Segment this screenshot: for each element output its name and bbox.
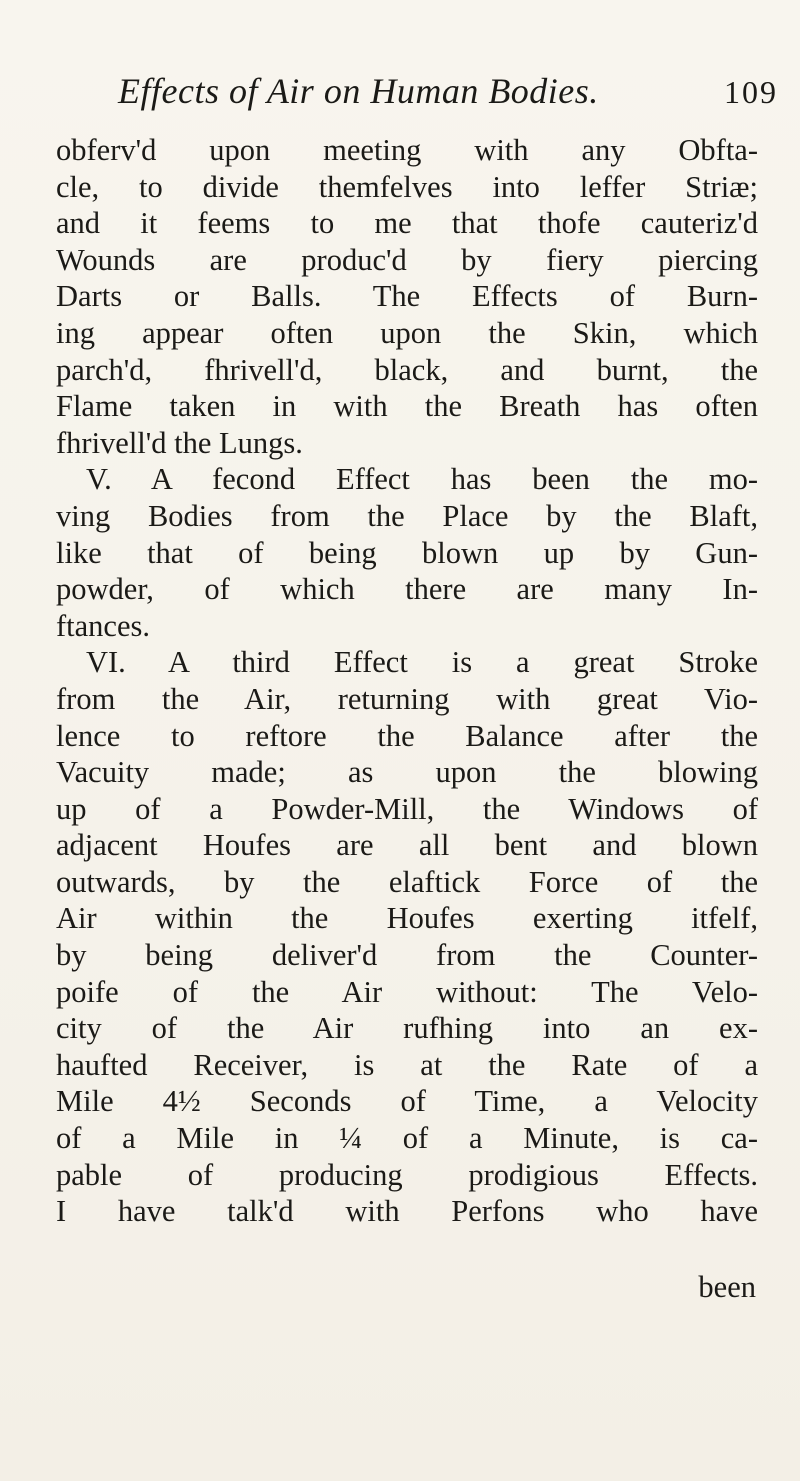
- text-line: lence to reftore the Balance after the: [56, 718, 758, 753]
- text-line: adjacent Houfes are all bent and blown: [56, 828, 758, 863]
- text-line: obferv'd upon meeting with any Obfta-: [56, 133, 758, 167]
- text-line: ving Bodies from the Place by the Blaft,: [56, 498, 758, 533]
- text-line: Wounds are produc'd by fiery piercing: [56, 242, 758, 277]
- text-line: Air within the Houfes exerting itfelf,: [56, 901, 758, 936]
- text-line: by being deliver'd from the Counter-: [56, 938, 758, 973]
- text-line: of a Mile in ¼ of a Minute, is ca-: [56, 1121, 758, 1156]
- text-line: up of a Powder-Mill, the Windows of: [56, 791, 758, 826]
- text-line: powder, of which there are many In-: [56, 572, 758, 607]
- text-line: from the Air, returning with great Vio-: [56, 681, 758, 716]
- page-header: [118, 70, 778, 130]
- text-line: Darts or Balls. The Effects of Burn-: [56, 279, 758, 314]
- text-line: I have talk'd with Perfons who have: [56, 1194, 758, 1229]
- page-number: 109: [724, 74, 778, 110]
- text-line: like that of being blown up by Gun-: [56, 535, 758, 570]
- body-text: [56, 132, 758, 1230]
- text-line: ftances.: [56, 608, 150, 643]
- text-line: pable of producing prodigious Effects.: [56, 1157, 758, 1192]
- text-line: and it feems to me that thofe cauteriz'd: [56, 206, 758, 241]
- text-line: city of the Air rufhing into an ex-: [56, 1011, 758, 1046]
- section-v-start: V. A fecond Effect has been the mo-: [86, 462, 758, 497]
- text-line: fhrivell'd the Lungs.: [56, 425, 303, 460]
- text-line: Vacuity made; as upon the blowing: [56, 755, 758, 790]
- text-line: poife of the Air without: The Velo-: [56, 974, 758, 1009]
- text-line: outwards, by the elaftick Force of the: [56, 864, 758, 899]
- running-title: Effects of Air on Human Bodies.: [118, 71, 599, 111]
- text-line: Mile 4½ Seconds of Time, a Velocity: [56, 1084, 758, 1119]
- text-line: Flame taken in with the Breath has often: [56, 389, 758, 424]
- catchword: been: [698, 1270, 756, 1304]
- text-line: ing appear often upon the Skin, which: [56, 315, 758, 350]
- text-line: parch'd, fhrivell'd, black, and burnt, the: [56, 352, 758, 387]
- text-line: cle, to divide themfelves into leffer Striæ;: [56, 169, 758, 204]
- section-vi-start: VI. A third Effect is a great Stroke: [86, 645, 758, 680]
- text-line: haufted Receiver, is at the Rate of a: [56, 1047, 758, 1082]
